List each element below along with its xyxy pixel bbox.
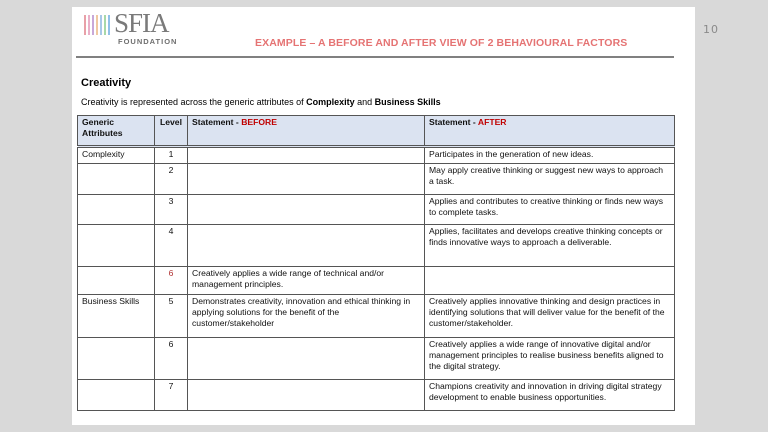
sfia-logo [84, 8, 194, 47]
cell-level: 4 [155, 225, 188, 267]
table-row [78, 380, 675, 411]
cell-level: 6 [155, 267, 188, 295]
table-row [78, 267, 675, 295]
table-header-row [78, 116, 675, 147]
cell-after: Applies, facilitates and develops creative thinking concepts or finds innovative ways to approach a deliverable. [425, 225, 675, 267]
table-row [78, 147, 675, 164]
cell-level: 7 [155, 380, 188, 411]
section-title: Creativity [81, 77, 132, 89]
before-after-table [77, 115, 675, 411]
header-before-highlight: BEFORE [241, 117, 277, 127]
header-level: Level [155, 116, 188, 147]
cell-attribute [78, 338, 155, 380]
intro-middle: and [354, 97, 375, 107]
cell-after: Creatively applies a wide range of innovative digital and/or management principles to realise business benefits aligned to the digital strategy. [425, 338, 675, 380]
cell-before [188, 338, 425, 380]
cell-attribute [78, 195, 155, 225]
cell-after: Champions creativity and innovation in driving digital strategy development to enable business opportunities. [425, 380, 675, 411]
cell-after: Participates in the generation of new ideas. [425, 147, 675, 164]
logo-bar [108, 15, 110, 35]
cell-before: Creatively applies a wide range of technical and/or management principles. [188, 267, 425, 295]
document-title: EXAMPLE – A BEFORE AND AFTER VIEW OF 2 BEHAVIOURAL FACTORS [255, 37, 628, 49]
table-row [78, 295, 675, 338]
table-row [78, 195, 675, 225]
cell-level: 6 [155, 338, 188, 380]
cell-after: May apply creative thinking or suggest new ways to approach a task. [425, 164, 675, 195]
cell-level: 2 [155, 164, 188, 195]
cell-attribute: Business Skills [78, 295, 155, 338]
cell-attribute [78, 164, 155, 195]
intro-prefix: Creativity is represented across the generic attributes of [81, 97, 307, 107]
header-statement-before [188, 116, 425, 147]
intro-text [81, 97, 441, 107]
cell-before [188, 225, 425, 267]
table-row [78, 164, 675, 195]
table-row [78, 225, 675, 267]
logo-bar [104, 15, 106, 35]
cell-before [188, 380, 425, 411]
intro-term-business-skills: Business Skills [374, 97, 441, 107]
header-after-highlight: AFTER [477, 117, 507, 127]
header-generic-attributes: Generic Attributes [78, 116, 155, 147]
header-statement-after [425, 116, 675, 147]
cell-before [188, 147, 425, 164]
logo-subtitle: FOUNDATION [118, 37, 178, 46]
logo-name: SFIA [114, 8, 169, 38]
slide-number: 10 [703, 23, 719, 36]
table-row [78, 338, 675, 380]
header-before-prefix: Statement - [192, 117, 242, 127]
logo-bar [96, 15, 98, 35]
cell-after: Creatively applies innovative thinking and design practices in identifying solutions that will deliver value for the benefit of the customer/stakeholder. [425, 295, 675, 338]
header-divider [76, 56, 674, 58]
intro-term-complexity: Complexity [306, 97, 355, 107]
cell-attribute [78, 225, 155, 267]
cell-attribute [78, 380, 155, 411]
cell-before [188, 164, 425, 195]
logo-bar [92, 15, 94, 35]
cell-before: Demonstrates creativity, innovation and ethical thinking in applying solutions for the benefit of the customer/stakeholder [188, 295, 425, 338]
cell-after [425, 267, 675, 295]
cell-attribute: Complexity [78, 147, 155, 164]
cell-attribute [78, 267, 155, 295]
logo-bar [100, 15, 102, 35]
cell-after: Applies and contributes to creative thinking or finds new ways to complete tasks. [425, 195, 675, 225]
cell-level: 3 [155, 195, 188, 225]
logo-bars-icon [84, 15, 110, 35]
logo-bar [88, 15, 90, 35]
cell-level: 5 [155, 295, 188, 338]
header-after-prefix: Statement - [429, 117, 478, 127]
logo-bar [84, 15, 86, 35]
cell-level: 1 [155, 147, 188, 164]
cell-before [188, 195, 425, 225]
